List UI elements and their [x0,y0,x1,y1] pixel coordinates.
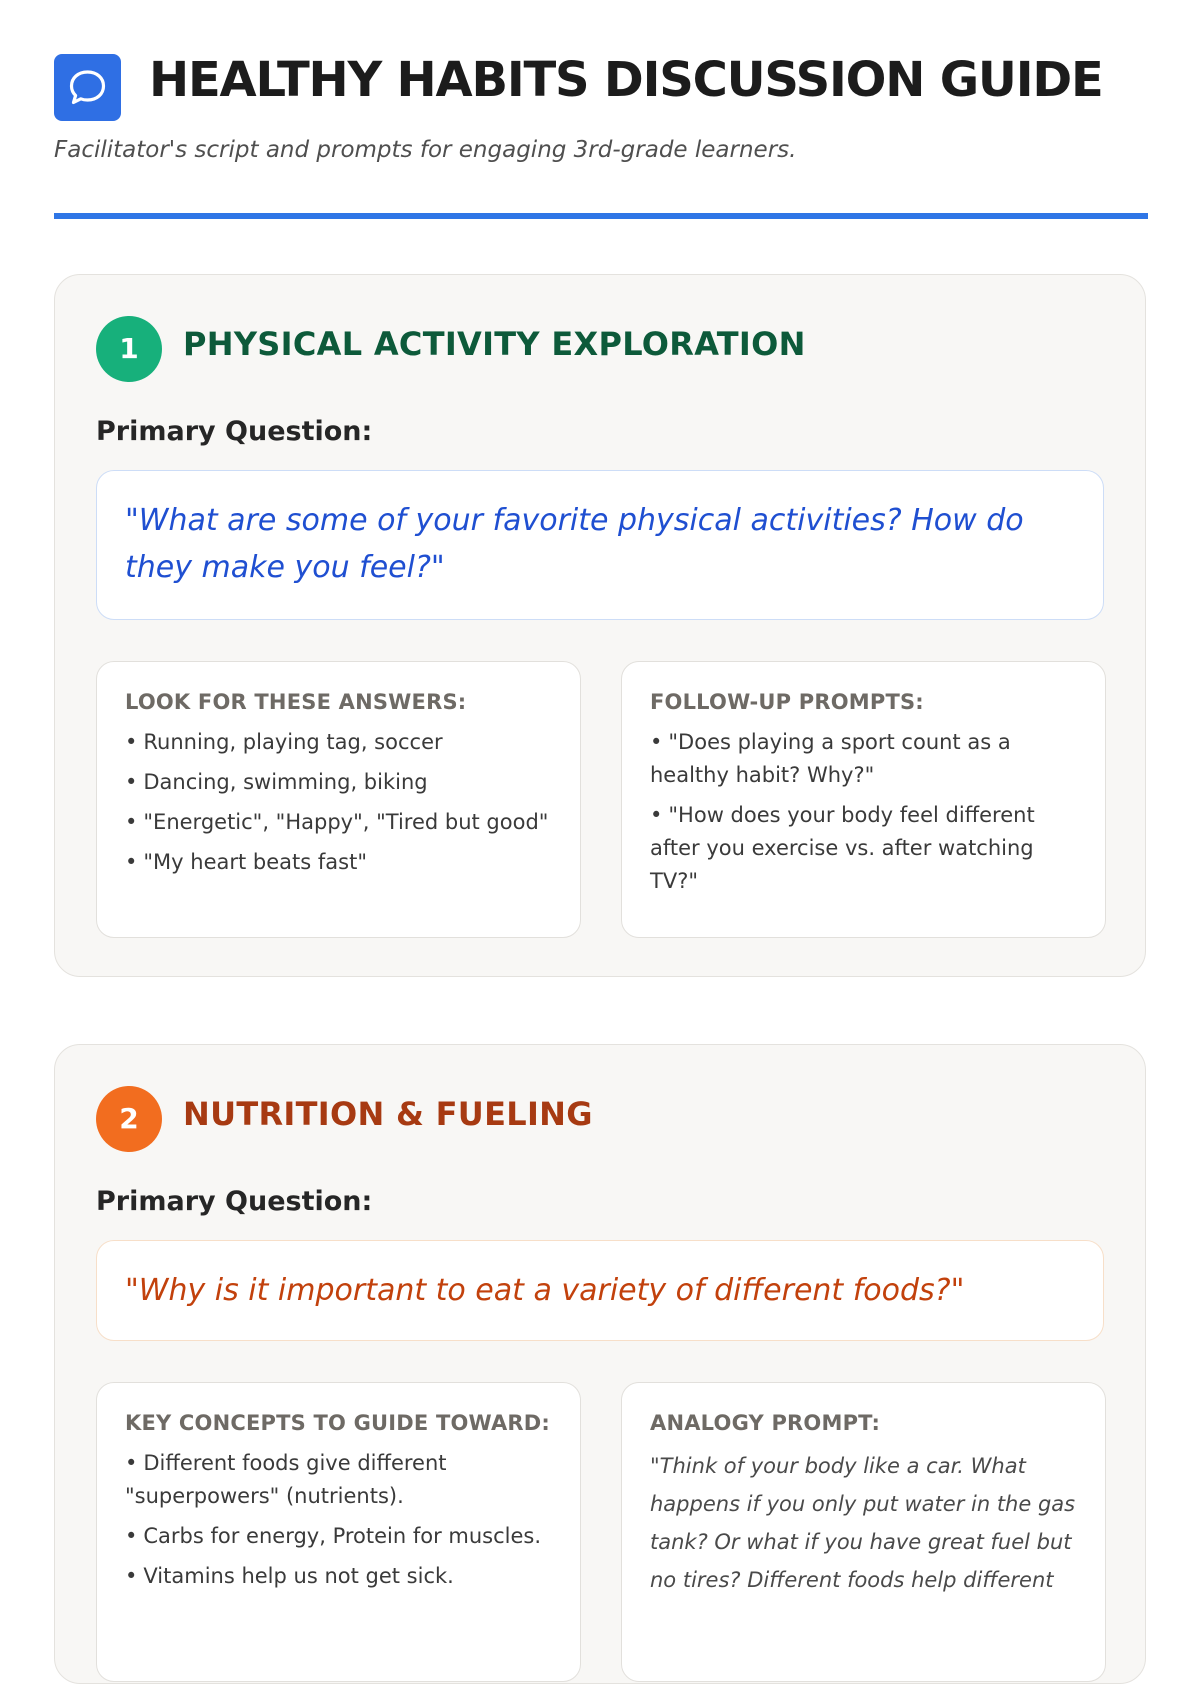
guide-header [54,0,1148,220]
page-title: HEALTHY HABITS DISCUSSION GUIDE [149,52,1103,108]
answer-list [125,726,552,879]
section-nutrition [54,1044,1146,1684]
card-heading: LOOK FOR THESE ANSWERS: [125,690,467,714]
chat-bubble-icon [54,54,121,121]
key-concepts-card [96,1382,581,1682]
card-heading: KEY CONCEPTS TO GUIDE TOWARD: [125,1411,551,1435]
header-divider [54,213,1148,219]
section-title: PHYSICAL ACTIVITY EXPLORATION [183,325,806,363]
primary-question-label: Primary Question: [96,1186,373,1217]
look-for-answers-card [96,661,581,938]
card-heading: FOLLOW-UP PROMPTS: [650,690,924,714]
section-physical-activity [54,274,1146,977]
analogy-text: "Think of your body like a car. What happens if you only put water in the gas tank? Or what if you have great fuel but no tires? Different foods help different [650,1454,1076,1592]
section-title: NUTRITION & FUELING [183,1095,593,1133]
primary-question-box [96,1240,1104,1341]
card-heading: ANALOGY PROMPT: [650,1411,881,1435]
list-item: • "Does playing a sport count as a healthy habit? Why?" [650,726,1077,792]
section-number-badge: 1 [96,316,162,382]
section-number-badge: 2 [96,1086,162,1152]
list-item: • "How does your body feel different after you exercise vs. after watching TV?" [650,799,1077,898]
list-item: • Dancing, swimming, biking [125,766,552,799]
list-item: • "Energetic", "Happy", "Tired but good" [125,806,552,839]
prompt-list [650,726,1077,898]
follow-up-prompts-card [621,661,1106,938]
primary-question-text: "What are some of your favorite physical activities? How do they make you feel?" [125,503,1024,585]
list-item: • "My heart beats fast" [125,846,552,879]
list-item: • Different foods give different "superpowers" (nutrients). [125,1447,552,1513]
list-item: • Carbs for energy, Protein for muscles. [125,1520,552,1553]
analogy-prompt-card [621,1382,1106,1682]
concept-list [125,1447,552,1593]
list-item: • Vitamins help us not get sick. [125,1560,552,1593]
page-subtitle: Facilitator's script and prompts for engaging 3rd-grade learners. [54,137,797,163]
list-item: • Running, playing tag, soccer [125,726,552,759]
primary-question-box [96,470,1104,620]
primary-question-text: "Why is it important to eat a variety of different foods?" [125,1273,965,1308]
discussion-guide-page [54,0,1148,1592]
primary-question-label: Primary Question: [96,416,373,447]
